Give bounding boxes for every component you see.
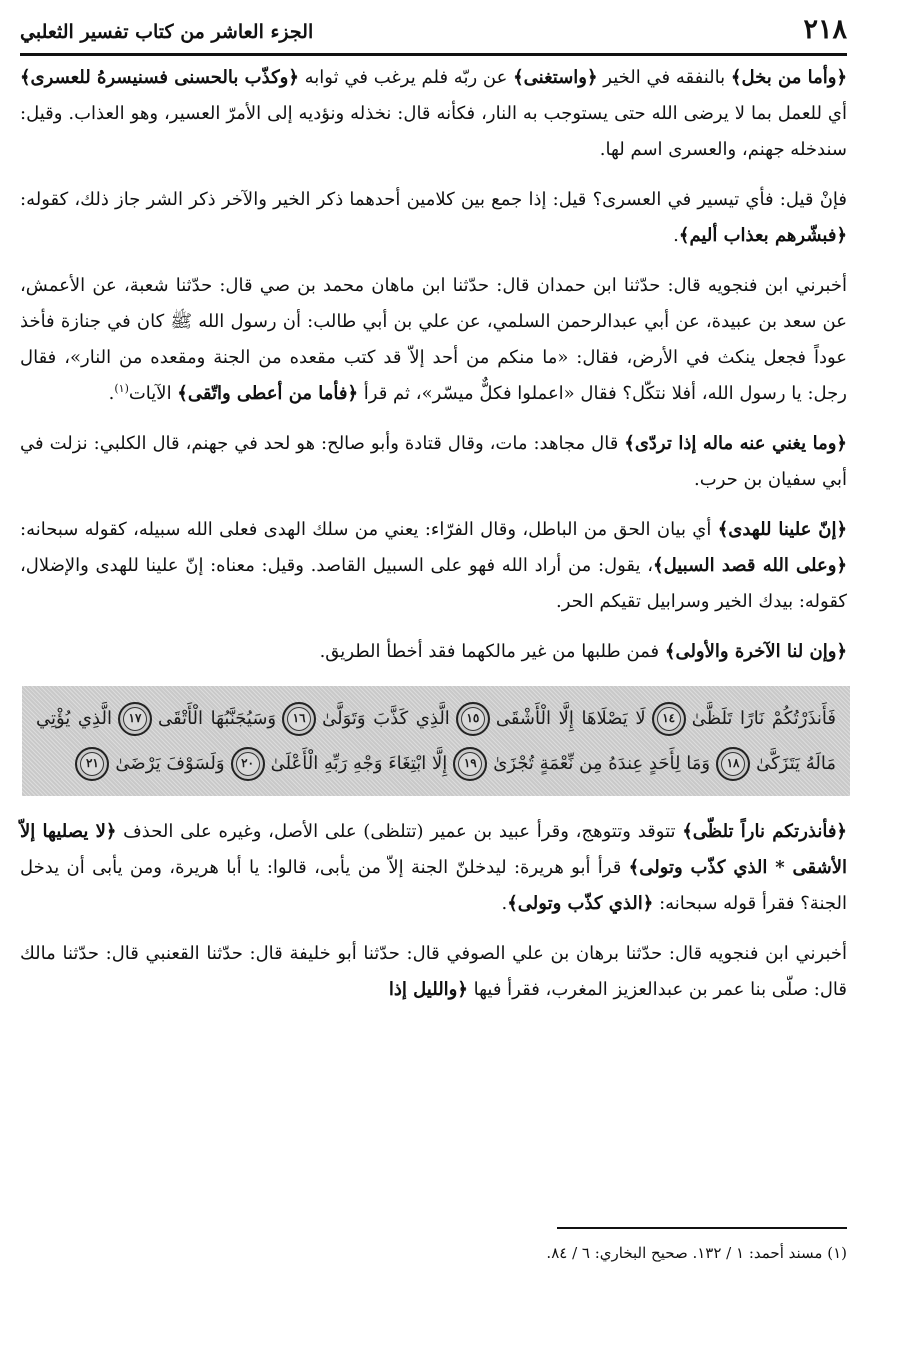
paragraph (20, 936, 847, 1008)
page-header (20, 12, 847, 48)
ayah-number-marker: ٢١ (75, 747, 109, 781)
footnote: (١) مسند أحمد: ١ / ١٣٢. صحيح البخاري: ٦ / ٨٤. (546, 1244, 847, 1262)
verse-text: وَلَسَوْفَ يَرْضَىٰ (115, 753, 225, 774)
ayah-number-marker: ١٩ (453, 747, 487, 781)
quranic-quote: ﴿فبشّرهم بعذاب أليم﴾ (678, 225, 847, 246)
running-title: الجزء العاشر من كتاب تفسير الثعلبي (20, 21, 314, 43)
quranic-quote: ﴿وما يغني عنه ماله إذا تردّى﴾ (624, 433, 847, 454)
quranic-quote: ﴿وأما من بخل﴾ (730, 67, 848, 88)
paragraph (20, 426, 847, 498)
quranic-quote: ﴿وكذّب بالحسنى فسنيسرهُ للعسرى﴾ (20, 67, 299, 88)
ayah-number-marker: ٢٠ (231, 747, 265, 781)
text-run: أي للعمل بما لا يرضى الله حتى يستوجب به النار، فكأنه قال: نخذله ونؤديه إلى الأمرّ العسير، وهو العذاب. وقيل: سندخله جهنم، والعسرى اسم لها. (20, 103, 847, 160)
paragraph (20, 60, 847, 168)
paragraph (20, 512, 847, 620)
quranic-quote: ﴿والليل إذا (388, 979, 468, 1000)
text-run: عن ربّه فلم يرغب في ثوابه (298, 67, 514, 88)
verse-text: لَا يَصْلَاهَا إِلَّا الْأَشْقَى (495, 708, 646, 729)
verse-text: الَّذِي يُؤْتِي مَالَهُ يَتَزَكَّىٰ (36, 708, 836, 774)
verse-text: إِلَّا ابْتِغَاءَ وَجْهِ رَبِّهِ الْأَعْلَىٰ (270, 753, 448, 774)
quranic-quote: ﴿فأما من أعطى واتّقى﴾ (177, 383, 359, 404)
ayah-number-marker: ١٨ (716, 747, 750, 781)
verse-text: الَّذِي كَذَّبَ وَتَوَلَّىٰ (322, 708, 450, 729)
quran-verses (36, 696, 836, 786)
text-run: تتوقد وتتوهج، وقرأ عبيد بن عمير (تتلظى) على الأصل، وغيره على الحذف (116, 821, 683, 842)
text-run: قال مجاهد: مات، وقال قتادة وأبو صالح: هو لحد في جهنم، قال الكلبي: نزلت في أبي سفيان بن حرب. (20, 433, 847, 490)
text-run: . (108, 383, 115, 404)
quranic-quote: ﴿وعلى الله قصد السبيل﴾ (653, 555, 847, 576)
paragraph (20, 634, 847, 670)
text-run: أخبرني ابن فنجويه قال: حدّثنا برهان بن علي الصوفي قال: حدّثنا أبو خليفة قال: حدّثنا القعنبي قال: حدّثنا مالك قال: صلّى بنا عمر بن عبدالعزيز المغرب، فقرأ فيها (20, 943, 847, 1000)
quranic-quote: ﴿إنّ علينا للهدى﴾ (717, 519, 848, 540)
text-run: أي بيان الحق من الباطل، وقال الفرّاء: يعني من سلك الهدى فعلى الله سبيله، كقوله سبحانه: (20, 519, 718, 540)
quran-verse-box (22, 686, 850, 796)
text-run: أخبرني ابن فنجويه قال: حدّثنا ابن حمدان قال: حدّثنا ابن ماهان محمد بن صي قال: حدّثنا شعبة، عن الأعمش، عن سعد بن عبيدة، عن أبي عبدالرحمن السلمي، عن علي بن أبي طالب: أن رسول الله ﷺ كان في جنازة فأخذ عوداً فجعل ينكث في الأرض، فقال: «ما منكم من أحد إلاّ قد كتب مقعده من الجنة ومقعده من النار»، فقال رجل: يا رسول الله، أفلا نتكّل؟ فقال «اعملوا فكلٌّ ميسّر»، ثم قرأ (20, 275, 847, 404)
text-run: بالنفقه في الخير (597, 67, 731, 88)
paragraph (20, 268, 847, 412)
text-run: . (501, 893, 508, 914)
text-run: قرأ أبو هريرة: ليدخلنّ الجنة إلاّ من يأبى، قالوا: يا أبا هريرة، ومن يأبى أن يدخل الجنة؟ فقرأ قوله سبحانه: (20, 857, 847, 914)
paragraph (20, 814, 847, 922)
verse-text: وَمَا لِأَحَدٍ عِندَهُ مِن نِّعْمَةٍ تُجْزَىٰ (493, 753, 711, 774)
text-run: . (673, 225, 679, 246)
quranic-quote: ﴿لا يصليها إلاّ الأشقى * الذي كذّب وتولى﴾ (20, 821, 847, 878)
quranic-quote: ﴿واستغنى﴾ (513, 67, 598, 88)
ayah-number-marker: ١٦ (282, 702, 316, 736)
header-rule (20, 53, 847, 56)
ayah-number-marker: ١٤ (652, 702, 686, 736)
ayah-number-marker: ١٥ (456, 702, 490, 736)
main-text (20, 60, 847, 1022)
quranic-quote: ﴿الذي كذّب وتولى﴾ (507, 893, 654, 914)
quranic-quote: ﴿وإن لنا الآخرة والأولى﴾ (664, 641, 847, 662)
verse-text: فَأَنذَرْتُكُمْ نَارًا تَلَظَّىٰ (691, 708, 836, 729)
text-run: فمن طلبها من غير مالكهما فقد أخطأ الطريق. (319, 641, 665, 662)
text-run: الآيات (128, 383, 178, 404)
footnote-ref: (١) (114, 382, 129, 395)
quranic-quote: ﴿فأنذرتكم ناراً تلظّى﴾ (682, 821, 847, 842)
footnote-rule (557, 1227, 847, 1229)
paragraph (20, 182, 847, 254)
page-number: ٢١٨ (803, 14, 847, 45)
ayah-number-marker: ١٧ (118, 702, 152, 736)
text-run: ، يقول: من أراد الله فهو على السبيل القاصد. وقيل: معناه: إنّ علينا للهدى والإضلال، كقوله: بيدك الخير وسرابيل تقيكم الحر. (20, 555, 847, 612)
text-run: فإنْ قيل: فأي تيسير في العسرى؟ قيل: إذا جمع بين كلامين أحدهما ذكر الخير والآخر ذكر الشر جاز ذلك، كقوله: (20, 189, 847, 210)
verse-text: وَسَيُجَنَّبُهَا الْأَتْقَى (157, 708, 277, 729)
